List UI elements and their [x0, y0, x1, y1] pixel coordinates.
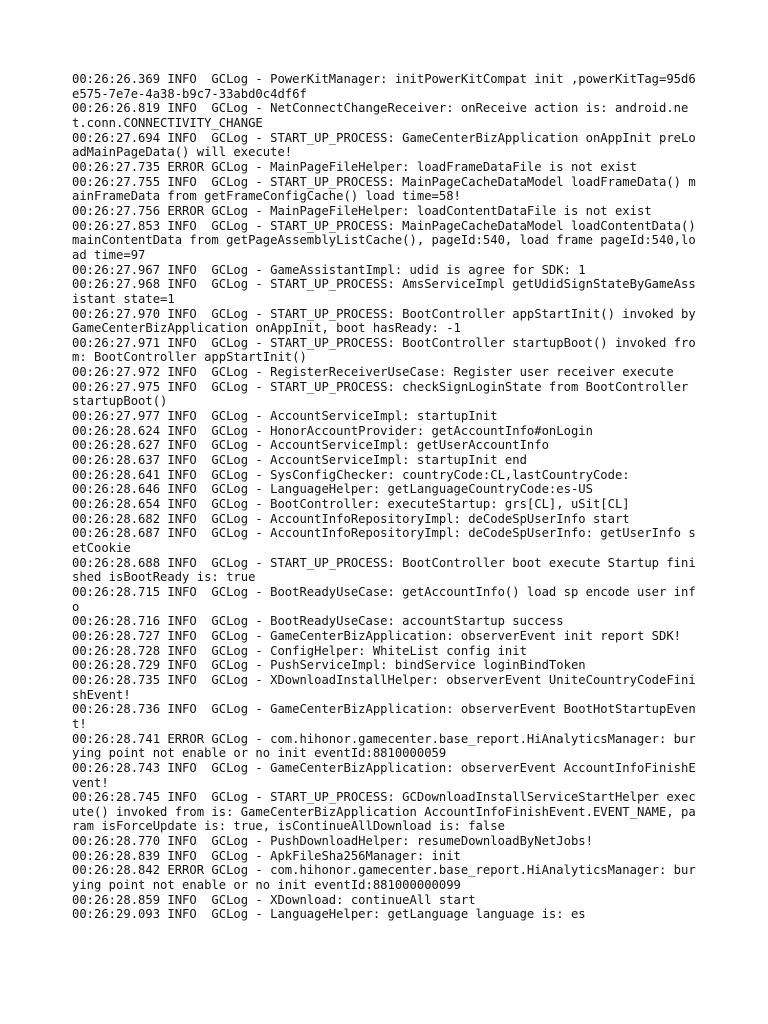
log-entry: 00:26:28.641 INFO GCLog - SysConfigChecker: countryCode:CL,lastCountryCode:: [72, 467, 630, 482]
log-entry: 00:26:28.736 INFO GCLog - GameCenterBizApplication: observerEvent BootHotStartupEvent!: [72, 702, 696, 731]
log-entry: 00:26:28.687 INFO GCLog - AccountInfoRepositoryImpl: deCodeSpUserInfo: getUserInfo setCookie: [72, 526, 696, 555]
log-entry: 00:26:27.972 INFO GCLog - RegisterReceiverUseCase: Register user receiver execute: [72, 365, 674, 380]
log-entry: 00:26:28.654 INFO GCLog - BootController: executeStartup: grs[CL], uSit[CL]: [72, 497, 630, 512]
log-entry: 00:26:28.682 INFO GCLog - AccountInfoRepositoryImpl: deCodeSpUserInfo start: [72, 511, 630, 526]
log-entry: 00:26:27.755 INFO GCLog - START_UP_PROCESS: MainPageCacheDataModel loadFrameData() mainFrameData from getFrameConfigCache() load time=58!: [72, 174, 696, 204]
log-entry: 00:26:27.694 INFO GCLog - START_UP_PROCESS: GameCenterBizApplication onAppInit preLoadMainPageData() will execute!: [72, 130, 696, 160]
log-entry: 00:26:28.741 ERROR GCLog - com.hihonor.gamecenter.base_report.HiAnalyticsManager: burying point not enable or no init eventId:8810000059: [72, 731, 696, 761]
log-entry: 00:26:28.839 INFO GCLog - ApkFileSha256Manager: init: [72, 848, 461, 863]
log-entry: 00:26:28.624 INFO GCLog - HonorAccountProvider: getAccountInfo#onLogin: [72, 423, 593, 438]
log-entry: 00:26:27.853 INFO GCLog - START_UP_PROCESS: MainPageCacheDataModel loadContentData() mainContentData from getPageAssemblyListCache(), pageId:540, load frame pageId:540,load time=97: [72, 218, 704, 262]
log-entry: 00:26:27.756 ERROR GCLog - MainPageFileHelper: loadContentDataFile is not exist: [72, 203, 652, 218]
log-entry: 00:26:28.743 INFO GCLog - GameCenterBizApplication: observerEvent AccountInfoFinishEvent!: [72, 760, 696, 790]
log-entry: 00:26:28.842 ERROR GCLog - com.hihonor.gamecenter.base_report.HiAnalyticsManager: burying point not enable or no init eventId:881000000099: [72, 863, 696, 893]
log-entry: 00:26:29.093 INFO GCLog - LanguageHelper: getLanguage language is: es: [72, 907, 586, 922]
log-entry: 00:26:28.715 INFO GCLog - BootReadyUseCase: getAccountInfo() load sp encode user info: [72, 584, 696, 614]
log-entry: 00:26:28.627 INFO GCLog - AccountServiceImpl: getUserAccountInfo: [72, 438, 549, 453]
log-entry: 00:26:28.727 INFO GCLog - GameCenterBizApplication: observerEvent init report SDK!: [72, 628, 682, 643]
log-entry: 00:26:28.735 INFO GCLog - XDownloadInstallHelper: observerEvent UniteCountryCodeFinishEvent!: [72, 672, 696, 702]
log-entry: 00:26:28.729 INFO GCLog - PushServiceImpl: bindService loginBindToken: [72, 658, 586, 673]
log-entry: 00:26:27.970 INFO GCLog - START_UP_PROCESS: BootController appStartInit() invoked by GameCenterBizApplication onAppInit, boot hasReady: -1: [72, 306, 704, 336]
log-entry: 00:26:28.716 INFO GCLog - BootReadyUseCase: accountStartup success: [72, 614, 564, 629]
log-entry: 00:26:28.745 INFO GCLog - START_UP_PROCESS: GCDownloadInstallServiceStartHelper execute() invoked from is: GameCenterBizApplication AccountInfoFinishEvent.EVENT_NAME, param isForceUpdate is: true, isContinueAllDownload is: false: [72, 790, 696, 834]
log-entry: 00:26:27.735 ERROR GCLog - MainPageFileHelper: loadFrameDataFile is not exist: [72, 159, 637, 174]
log-entry: 00:26:28.770 INFO GCLog - PushDownloadHelper: resumeDownloadByNetJobs!: [72, 834, 593, 849]
log-entry: 00:26:27.967 INFO GCLog - GameAssistantImpl: udid is agree for SDK: 1: [72, 262, 586, 277]
log-entry: 00:26:28.688 INFO GCLog - START_UP_PROCESS: BootController boot execute Startup finished isBootReady is: true: [72, 555, 696, 585]
log-document: [72, 72, 702, 922]
log-entry: 00:26:28.646 INFO GCLog - LanguageHelper: getLanguageCountryCode:es-US: [72, 482, 593, 497]
log-entry: 00:26:27.971 INFO GCLog - START_UP_PROCESS: BootController startupBoot() invoked from: BootController appStartInit(): [72, 335, 696, 365]
log-entry: 00:26:26.819 INFO GCLog - NetConnectChangeReceiver: onReceive action is: android.net.conn.CONNECTIVITY_CHANGE: [72, 101, 689, 130]
log-entry: 00:26:27.975 INFO GCLog - START_UP_PROCESS: checkSignLoginState from BootController startupBoot(): [72, 379, 696, 409]
log-entry: 00:26:28.637 INFO GCLog - AccountServiceImpl: startupInit end: [72, 453, 527, 468]
log-entry: 00:26:27.968 INFO GCLog - START_UP_PROCESS: AmsServiceImpl getUdidSignStateByGameAssistant state=1: [72, 277, 696, 306]
log-entry: 00:26:28.859 INFO GCLog - XDownload: continueAll start: [72, 892, 476, 907]
log-entry: 00:26:27.977 INFO GCLog - AccountServiceImpl: startupInit: [72, 409, 498, 424]
log-entry: 00:26:26.369 INFO GCLog - PowerKitManager: initPowerKitCompat init ,powerKitTag=95d6e575-7e7e-4a38-b9c7-33abd0c4df6f: [72, 72, 696, 101]
log-entry: 00:26:28.728 INFO GCLog - ConfigHelper: WhiteList config init: [72, 643, 527, 658]
log-text-block: [72, 72, 702, 922]
